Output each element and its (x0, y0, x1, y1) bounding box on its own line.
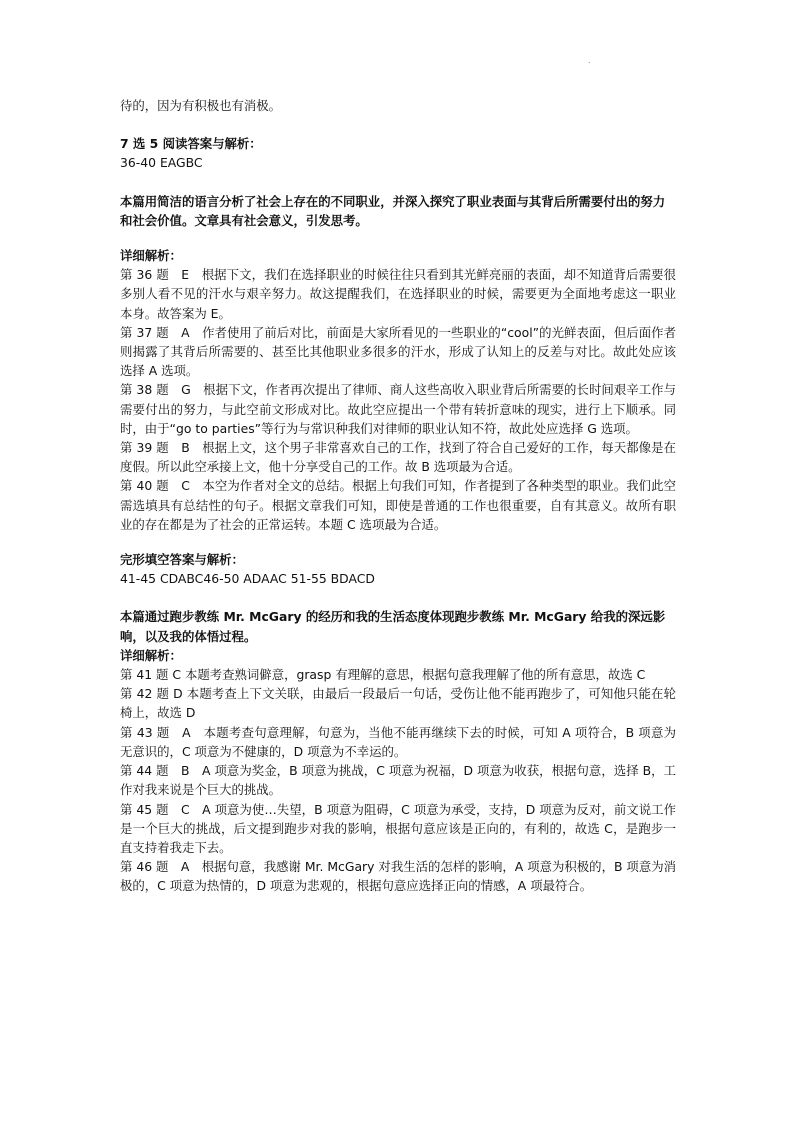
question-42-explanation: 第 42 题 D 本题考查上下文关联，由最后一段最后一句话，受伤让他不能再跑步了，可知他只能在轮椅上，故选 D (120, 686, 676, 721)
question-44-explanation: 第 44 题 B A 项意为奖金，B 项意为挑战，C 项意为祝福，D 项意为收获，根据句意，选择 B，工作对我来说是个巨大的挑战。 (120, 763, 676, 798)
question-40-explanation: 第 40 题 C 本空为作者对全文的总结。根据上句我们可知，作者提到了各种类型的职业。我们此空需选填具有总结性的句子。根据文章我们可知，即使是普通的工作也很重要，自有其意义。故所有职业的存在都是为了社会的正常运转。本题 C 选项最为合适。 (120, 478, 676, 532)
section-7x5-heading: 7 选 5 阅读答案与解析： (120, 136, 262, 152)
section-cloze-summary: 本篇通过跑步教练 Mr. McGary 的经历和我的生活态度体现跑步教练 Mr. McGary 给我的深远影响，以及我的体悟过程。 (120, 609, 666, 644)
intro-line: 待的，因为有积极也有消极。 (120, 98, 282, 113)
question-43-explanation: 第 43 题 A 本题考查句意理解，句意为，当他不能再继续下去的时候，可知 A 项符合，B 项意为无意识的，C 项意为不健康的，D 项意为不幸运的。 (120, 724, 676, 759)
question-38-explanation: 第 38 题 G 根据下文，作者再次提出了律师、商人这些高收入职业背后所需要的长时间艰辛工作与需要付出的努力，与此空前文形成对比。故此空应提出一个带有转折意味的现实，进行上下顺承。同时，由于“go to parties”等行为与常识种我们对律师的职业认知不符，故此处应选择 G 选项。 (120, 382, 676, 436)
section-cloze-heading: 完形填空答案与解析： (120, 552, 244, 568)
corner-mark: . (588, 56, 591, 65)
section-7x5-detail-heading: 详细解析： (120, 248, 182, 264)
question-46-explanation: 第 46 题 A 根据句意，我感谢 Mr. McGary 对我生活的怎样的影响，A 项意为积极的，B 项意为消极的，C 项意为热情的，D 项意为悲观的，根据句意应选择正向的情感，A 项最符合。 (120, 859, 676, 894)
section-cloze-answers: 41-45 CDABC46-50 ADAAC 51-55 BDACD (120, 571, 375, 587)
section-7x5-answers: 36-40 EAGBC (120, 155, 203, 171)
section-cloze-detail-heading: 详细解析： (120, 647, 182, 663)
question-37-explanation: 第 37 题 A 作者使用了前后对比，前面是大家所看见的一些职业的“cool”的光鲜表面，但后面作者则揭露了其背后所需要的、甚至比其他职业多很多的汗水，形成了认知上的反差与对比。故此处应该选择 A 选项。 (120, 324, 676, 379)
question-41-explanation: 第 41 题 C 本题考查熟词僻意，grasp 有理解的意思，根据句意我理解了他的所有意思，故选 C (120, 667, 646, 683)
section-7x5-summary: 本篇用简洁的语言分析了社会上存在的不同职业，并深入探究了职业表面与其背后所需要付出的努力和社会价值。文章具有社会意义，引发思考。 (120, 193, 666, 228)
question-36-explanation: 第 36 题 E 根据下文，我们在选择职业的时候往往只看到其光鲜亮丽的表面，却不知道背后需要很多别人看不见的汗水与艰辛努力。故这提醒我们，在选择职业的时候，需要更为全面地考虑这一职业本身。故答案为 E。 (120, 267, 676, 321)
question-45-explanation: 第 45 题 C A 项意为使…失望，B 项意为阻碍，C 项意为承受，支持，D 项意为反对，前文说工作是一个巨大的挑战，后文提到跑步对我的影响，根据句意应该是正向的，有利的，故选 C，是跑步一直支持着我走下去。 (120, 801, 676, 855)
document-body (120, 96, 676, 896)
question-39-explanation: 第 39 题 B 根据上文，这个男子非常喜欢自己的工作，找到了符合自己爱好的工作，每天都像是在度假。所以此空承接上文，他十分享受自己的工作。故 B 选项最为合适。 (120, 440, 676, 475)
